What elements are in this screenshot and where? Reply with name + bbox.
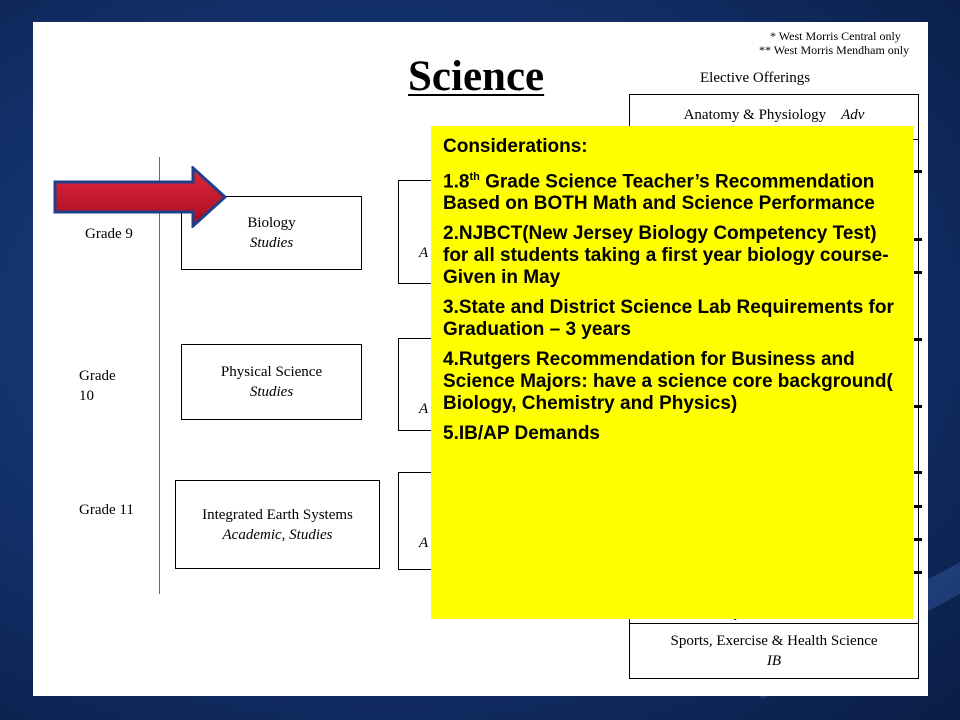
grade-9-label: Grade 9 bbox=[85, 226, 133, 242]
elective-item-anatomy bbox=[630, 105, 918, 125]
elective-divider bbox=[914, 170, 922, 173]
grade-10-label bbox=[79, 366, 116, 406]
page-title: Science bbox=[408, 53, 545, 100]
course-box-physical-science bbox=[181, 344, 362, 420]
elective-divider bbox=[914, 505, 922, 508]
elective-name: Anatomy & Physiology bbox=[683, 107, 827, 123]
item-number: 1. bbox=[443, 171, 459, 193]
item-number: 3. bbox=[443, 297, 459, 319]
elective-divider bbox=[914, 405, 922, 408]
slide bbox=[33, 22, 928, 696]
course-name: Integrated Earth Systems bbox=[202, 506, 353, 523]
elective-offerings-header: Elective Offerings bbox=[700, 70, 811, 86]
course-name: Biology bbox=[247, 215, 296, 231]
consideration-item-2 bbox=[443, 223, 901, 289]
consideration-item-5 bbox=[443, 423, 901, 445]
elective-divider bbox=[914, 538, 922, 541]
grade-10-label-line1: Grade bbox=[79, 368, 116, 384]
course-level: Studies bbox=[249, 235, 294, 251]
note-central: * West Morris Central only bbox=[770, 29, 901, 43]
grade-11-label: Grade 11 bbox=[79, 502, 134, 518]
partial-letter: A bbox=[419, 245, 429, 261]
course-level: Studies bbox=[249, 384, 294, 400]
elective-name: Sports, Exercise & Health Science bbox=[670, 633, 878, 649]
item-text: IB/AP Demands bbox=[458, 423, 600, 445]
elective-level: Adv bbox=[841, 107, 865, 123]
consideration-item-1 bbox=[443, 166, 901, 215]
elective-divider bbox=[630, 623, 918, 624]
elective-divider bbox=[914, 271, 922, 274]
partial-letter: A bbox=[419, 401, 429, 417]
consideration-item-4 bbox=[443, 349, 901, 415]
elective-level: IB bbox=[766, 653, 782, 669]
item-text: State and District Science Lab Requirements for Graduation – 3 years bbox=[443, 297, 894, 341]
item-superscript: th bbox=[469, 171, 480, 183]
elective-item-sports-science bbox=[630, 631, 918, 671]
elective-divider bbox=[914, 471, 922, 474]
item-prefix: 8 bbox=[458, 171, 470, 193]
partial-letter: A bbox=[419, 535, 429, 551]
item-number: 2. bbox=[443, 223, 459, 245]
item-number: 5. bbox=[443, 423, 459, 445]
elective-divider bbox=[914, 338, 922, 341]
consideration-item-3 bbox=[443, 297, 901, 341]
item-number: 4. bbox=[443, 349, 459, 371]
course-name: Physical Science bbox=[220, 364, 323, 380]
right-arrow-icon bbox=[53, 166, 228, 228]
note-mendham: ** West Morris Mendham only bbox=[759, 43, 910, 57]
considerations-callout bbox=[431, 126, 913, 619]
item-text: Rutgers Recommendation for Business and Science Majors: have a science core background( Biology, Chemistry and Physics) bbox=[443, 349, 893, 415]
elective-divider bbox=[914, 571, 922, 574]
course-level: Academic, Studies bbox=[222, 526, 333, 543]
grade-10-label-line2: 10 bbox=[79, 388, 94, 404]
item-text: Grade Science Teacher’s Recommendation Based on BOTH Math and Science Performance bbox=[443, 171, 875, 215]
course-box-integrated-earth-systems bbox=[175, 480, 380, 569]
considerations-heading: Considerations: bbox=[443, 136, 588, 157]
elective-divider bbox=[914, 238, 922, 241]
item-text: NJBCT(New Jersey Biology Competency Test) for all students taking a first year biology course- Given in May bbox=[443, 223, 889, 289]
